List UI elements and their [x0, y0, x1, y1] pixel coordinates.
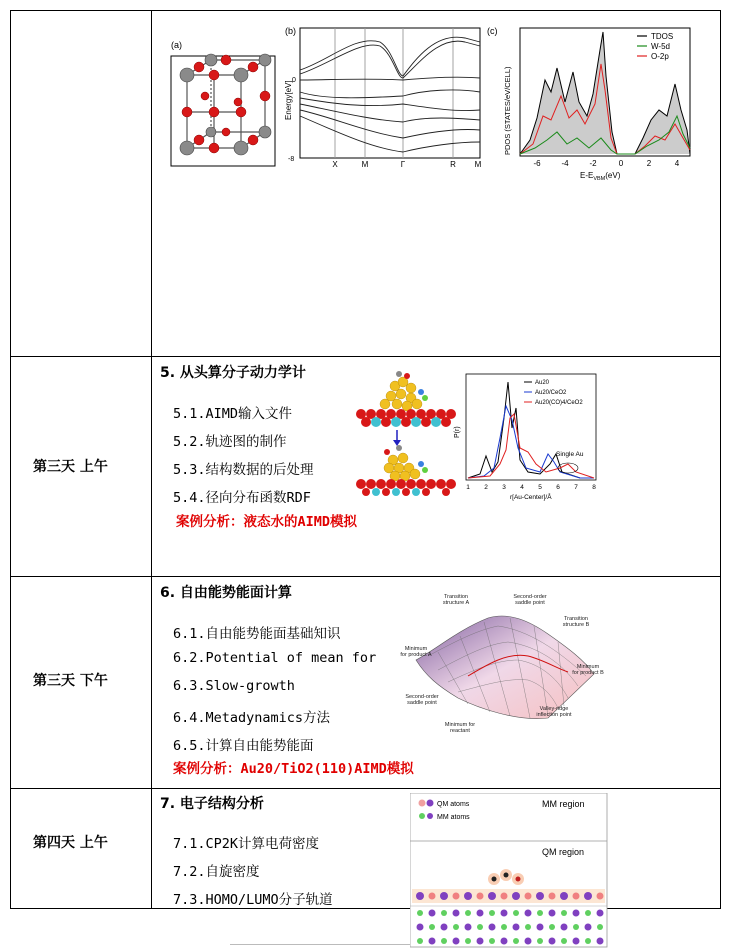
- pdos-xtick-m2: -2: [589, 159, 597, 168]
- row4-day-label: 第四天 上午: [33, 835, 108, 851]
- rdf-frame: [466, 374, 596, 480]
- o-atoms: [182, 55, 270, 153]
- pes-label-valley-2: inflection point: [536, 712, 572, 718]
- rdf-au20co4-ceo2: [468, 414, 594, 478]
- band-xtick-m1: M: [361, 160, 369, 169]
- rdf-legend-au20-ceo2: Au20/CeO2: [535, 390, 567, 396]
- legend-w5d: W-5d: [651, 42, 670, 51]
- electronic-structure-figure: [165, 20, 705, 190]
- pes-label-min-r-1: Minimum for: [444, 722, 476, 728]
- item-7-2: 7.2.自旋密度: [173, 864, 260, 880]
- pdos-xtick-2: 2: [646, 159, 652, 168]
- pes-label-min-a-2: for product A: [400, 652, 432, 658]
- rdf-plot: [450, 368, 610, 508]
- pes-label-ts-a-1: Transition: [444, 594, 468, 600]
- band-xtick-gamma: Γ: [400, 160, 406, 169]
- table-column-divider: [151, 10, 152, 909]
- item-6-5: 6.5.计算自由能势能面: [173, 738, 314, 754]
- item-5-2: 5.2.轨迹图的制作: [173, 434, 287, 450]
- item-6-2: 6.2.Potential of mean for: [173, 650, 377, 666]
- page-footer-line: [230, 944, 410, 945]
- section-5-title: 5. 从头算分子动力学计: [160, 365, 306, 381]
- item-5-4: 5.4.径向分布函数RDF: [173, 490, 311, 506]
- item-5-3: 5.3.结构数据的后处理: [173, 462, 314, 478]
- rdf-au20-ceo2: [468, 406, 594, 478]
- table-border-bottom: [10, 908, 410, 909]
- panel-c-label: (c): [487, 26, 498, 36]
- item-7-3: 7.3.HOMO/LUMO分子轨道: [173, 892, 333, 908]
- item-6-4: 6.4.Metadynamics方法: [173, 710, 331, 726]
- item-7-1: 7.1.CP2K计算电荷密度: [173, 836, 320, 852]
- band-ytick-0: 0: [292, 77, 296, 84]
- case-study-5: 案例分析：液态水的AIMD模拟: [176, 514, 358, 530]
- pes-label-valley-1: Valley-ridge: [539, 706, 569, 712]
- rdf-xtick-8: 8: [592, 484, 596, 491]
- item-6-1: 6.1.自由能势能面基础知识: [173, 626, 341, 642]
- pdos-xlabel: $E-E_{VBM}(eV)$: [580, 171, 621, 182]
- au-cluster-image: [355, 368, 457, 496]
- rdf-xtick-6: 6: [556, 484, 560, 491]
- section-6-title: 6. 自由能势能面计算: [160, 585, 292, 601]
- rdf-ylabel: P(r): [454, 426, 461, 438]
- pdos-xtick-4: 4: [674, 159, 680, 168]
- item-6-3: 6.3.Slow-growth: [173, 678, 295, 694]
- table-row-divider-2: [10, 576, 721, 577]
- legend-o2p: O-2p: [651, 52, 669, 61]
- legend-qm-atoms: QM atoms: [437, 801, 470, 808]
- rdf-xtick-3: 3: [502, 484, 506, 491]
- pes-label-min-a-1: Minimum: [404, 646, 428, 652]
- table-row-divider-3: [10, 788, 721, 789]
- panel-b-label: (b): [285, 26, 296, 36]
- pdos-xtick-0: 0: [618, 159, 624, 168]
- section-7-title: 7. 电子结构分析: [160, 796, 264, 812]
- rdf-xtick-7: 7: [574, 484, 578, 491]
- case-study-6: 案例分析：Au20/TiO2(110)AIMD模拟: [173, 761, 414, 777]
- qmmm-image: [410, 793, 608, 948]
- table-border-left: [10, 10, 11, 909]
- panel-a-label: (a): [171, 40, 182, 50]
- rdf-xtick-1: 1: [466, 484, 470, 491]
- band-xticks: [332, 160, 481, 169]
- band-ylabel: Energy[eV]: [284, 80, 293, 120]
- pdos-xtick-m6: -6: [533, 159, 541, 168]
- pes-label-min-b-2: for product B: [572, 670, 604, 676]
- pes-label-ts-b-2: structure B: [562, 622, 590, 628]
- table-border-right: [720, 10, 721, 909]
- qm-region-label: QM region: [542, 847, 585, 857]
- table-row-divider-1: [10, 356, 721, 357]
- pes-label-ts-b-1: Transition: [564, 616, 588, 622]
- pes-label-so-left-1: Second-order: [405, 694, 439, 700]
- rdf-annotation: Single Au: [556, 451, 584, 458]
- legend-mm-atoms: MM atoms: [437, 814, 470, 821]
- pes-label-min-r-2: reactant: [450, 728, 470, 734]
- pdos-legend: [637, 32, 673, 61]
- rdf-xtick-4: 4: [520, 484, 524, 491]
- rdf-au20: [468, 382, 594, 478]
- pes-label-so-left-2: saddle point: [407, 700, 437, 706]
- potential-energy-surface-image: [398, 590, 608, 740]
- table-border-bottom-right: [607, 908, 721, 909]
- qm-atom-layer: [412, 889, 605, 903]
- pes-label-so-top-2: saddle point: [515, 600, 545, 606]
- rdf-xticks: [466, 484, 596, 491]
- band-xtick-x: X: [332, 160, 338, 169]
- mm-region-label: MM region: [542, 799, 585, 809]
- row3-day-label: 第三天 下午: [33, 673, 108, 689]
- band-ytick-8: -8: [288, 156, 295, 163]
- item-5-1: 5.1.AIMD输入文件: [173, 406, 293, 422]
- rdf-xtick-2: 2: [484, 484, 488, 491]
- pes-label-min-b-1: Minimum: [576, 664, 600, 670]
- rdf-legend-au20: Au20: [535, 380, 550, 386]
- legend-tdos: TDOS: [651, 32, 674, 41]
- pdos-ylabel: PDOS (STATES/eV/CELL): [503, 66, 512, 155]
- band-lines: [300, 28, 480, 158]
- pes-label-so-top-1: Second-order: [513, 594, 547, 600]
- pdos-xtick-m4: -4: [561, 159, 569, 168]
- row2-day-label: 第三天 上午: [33, 459, 108, 475]
- table-border-top: [10, 10, 721, 11]
- rdf-xlabel: r[Au-Center]/Å: [510, 494, 552, 501]
- pdos-xticks: [533, 159, 679, 168]
- band-xtick-m2: M: [474, 160, 482, 169]
- pes-label-ts-a-2: structure A: [442, 600, 470, 606]
- rdf-legend-au20co4-ceo2: Au20(CO)4/CeO2: [535, 400, 583, 406]
- rdf-xtick-5: 5: [538, 484, 542, 491]
- band-xtick-r: R: [450, 160, 456, 169]
